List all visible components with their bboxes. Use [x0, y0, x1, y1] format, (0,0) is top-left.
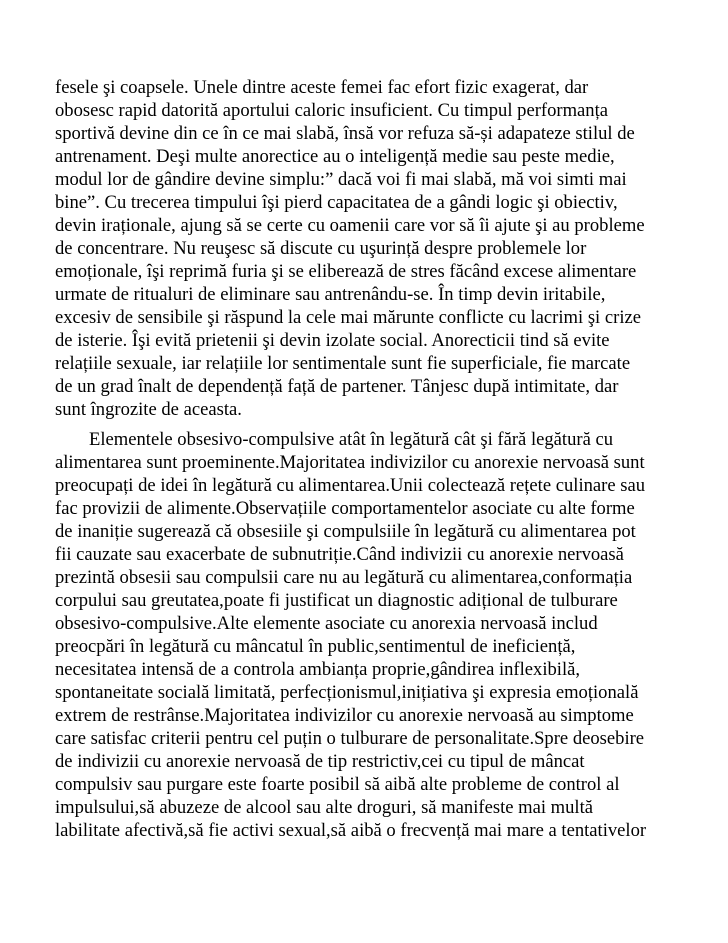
paragraph-line: sunt îngrozite de aceasta.	[55, 399, 242, 420]
paragraph-line: obosesc rapid datorită aportului caloric insuficient. Cu timpul performanța	[55, 100, 609, 121]
paragraph-line: impulsului,să abuzeze de alcool sau alte droguri, să manifeste mai multă	[55, 797, 594, 818]
paragraph-line: labilitate afectivă,să fie activi sexual,să aibă o frecvență mai mare a tentativelor	[55, 820, 647, 841]
paragraph-first-line: Elementele obsesivo-compulsive atât în legătură cât şi fără legătură cu	[89, 429, 614, 450]
paragraph-line: de inaniție sugerează că obsesiile şi compulsiile în legătură cu alimentarea pot	[55, 521, 636, 542]
paragraph-line: emoționale, îşi reprimă furia şi se eliberează de stres făcând excese alimentare	[55, 261, 637, 282]
paragraph-line: fac provizii de alimente.Observațiile comportamentelor asociate cu alte forme	[55, 498, 635, 519]
paragraph-2	[55, 428, 660, 842]
paragraph-line: alimentarea sunt proeminente.Majoritatea indivizilor cu anorexie nervoasă sunt	[55, 452, 645, 473]
paragraph-line: preocpări în legătură cu mâncatul în public,sentimentul de ineficiență,	[55, 636, 576, 657]
paragraph-line: care satisfac criterii pentru cel puțin o tulburare de personalitate.Spre deosebire	[55, 728, 645, 749]
paragraph-line: excesiv de sensibile şi răspund la cele mai mărunte conflicte cu lacrimi şi crize	[55, 307, 641, 328]
paragraph-1	[55, 76, 660, 421]
paragraph-line: relațiile sexuale, iar relațiile lor sentimentale sunt fie superficiale, fie marcate	[55, 353, 631, 374]
paragraph-line: fii cauzate sau exacerbate de subnutriție.Când indivizii cu anorexie nervoasă	[55, 544, 624, 565]
paragraph-line: modul lor de gândire devine simplu:” dacă voi fi mai slabă, mă voi simti mai	[55, 169, 627, 190]
paragraph-line: obsesivo-compulsive.Alte elemente asociate cu anorexia nervoasă includ	[55, 613, 598, 634]
paragraph-line: de concentrare. Nu reuşesc să discute cu uşurință despre problemele lor	[55, 238, 587, 259]
paragraph-line: preocupați de idei în legătură cu alimentarea.Unii colectează rețete culinare sau	[55, 475, 646, 496]
paragraph-line: prezintă obsesii sau compulsii care nu au legătură cu alimentarea,conformația	[55, 567, 633, 588]
paragraph-line: corpului sau greutatea,poate fi justificat un diagnostic adițional de tulburare	[55, 590, 618, 611]
paragraph-line: de un grad înalt de dependență față de partener. Tânjesc după intimitate, dar	[55, 376, 619, 397]
paragraph-line: fesele şi coapsele. Unele dintre aceste femei fac efort fizic exagerat, dar	[55, 77, 589, 98]
paragraph-line: compulsiv sau purgare este foarte posibil să aibă alte probleme de control al	[55, 774, 620, 795]
paragraph-line: extrem de restrânse.Majoritatea indivizilor cu anorexie nervoasă au simptome	[55, 705, 634, 726]
paragraph-line: devin iraționale, ajung să se certe cu oamenii care vor să îi ajute şi au probleme	[55, 215, 645, 236]
paragraph-line: de isterie. Îşi evită prietenii şi devin izolate social. Anorecticii tind să evite	[55, 330, 610, 351]
paragraph-line: urmate de ritualuri de eliminare sau antrenându-se. În timp devin iritabile,	[55, 284, 606, 305]
paragraph-line: spontaneitate socială limitată, perfecționismul,inițiativa şi expresia emoțională	[55, 682, 639, 703]
paragraph-line: sportivă devine din ce în ce mai slabă, însă vor refuza să-și adapateze stilul de	[55, 123, 635, 144]
paragraph-line: de indivizii cu anorexie nervoasă de tip restrictiv,cei cu tipul de mâncat	[55, 751, 585, 772]
paragraph-line: necesitatea intensă de a controla ambianța proprie,gândirea inflexibilă,	[55, 659, 581, 680]
paragraph-line: bine”. Cu trecerea timpului îşi pierd capacitatea de a gândi logic şi obiectiv,	[55, 192, 618, 213]
paragraph-line: antrenament. Deşi multe anorectice au o inteligență medie sau peste medie,	[55, 146, 615, 167]
